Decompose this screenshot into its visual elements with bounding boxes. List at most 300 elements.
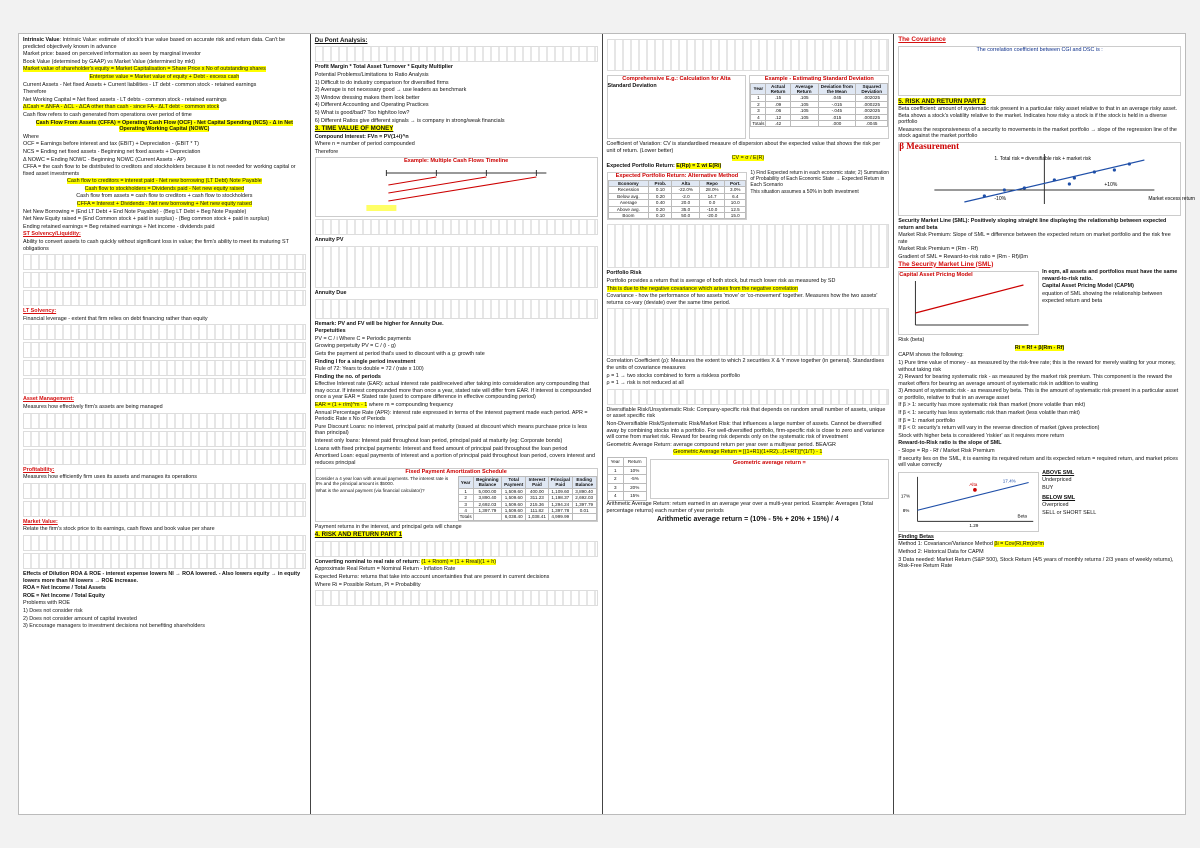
lt-solvency: Financial leverage - extent that firm relies on debt financing rather than equity xyxy=(23,315,208,322)
alt-cell: Boom xyxy=(608,213,649,219)
expected-returns: Expected Returns: returns that take into account uncertainties that are present in current decisions xyxy=(314,574,550,581)
column-3 xyxy=(603,34,895,814)
amort-cell: 1,509.60 xyxy=(502,508,526,514)
risk-beta: Risk (beta) xyxy=(898,337,925,344)
where-ri: Where Ri = Possible Return, Pi = Probability xyxy=(314,581,421,588)
sd-cell: .105 xyxy=(790,114,818,120)
ear-formula: EAR = (1 + r/m)^m - 1 where m = compounding frequency xyxy=(314,402,454,409)
cash-flow-timeline xyxy=(315,157,598,217)
amort-header: Ending Balance xyxy=(572,477,596,489)
alt-cell: 12.5 xyxy=(725,206,746,212)
comprehensive-title: Comprehensive E.g.: Calculation for Alta xyxy=(622,76,731,82)
asset-management-heading: Asset Management: xyxy=(23,396,74,403)
coefficient-variation: Coefficient of Variation: CV is standardised measure of dispersion about the expected value that shows the risk per unit of return. (Lower better) xyxy=(606,141,881,154)
amort-cell: 1,397.78 xyxy=(548,508,572,514)
sd-cell: .15 xyxy=(766,95,790,101)
below-1: Overpriced xyxy=(1042,502,1069,509)
amort-cell xyxy=(473,514,502,520)
amort-cell: 3 xyxy=(458,501,473,507)
liquidity-ratios-formula xyxy=(23,254,306,270)
roe-problems: Problems with ROE xyxy=(23,600,71,607)
cash-flow-def: Cash flow refers to cash generated from operations over period of time xyxy=(23,111,192,118)
sd-cell: .09 xyxy=(766,101,790,107)
equity-multiplier-formula xyxy=(23,342,306,358)
nwc-ratio-formula xyxy=(23,290,306,306)
alt-cell: Below avg. xyxy=(608,193,649,199)
method-2: Method 2: Historical Data for CAPM xyxy=(898,549,984,555)
amort-row xyxy=(458,514,596,520)
limitation-1: 1) Difficult to do industry comparison for diversified firms xyxy=(314,79,449,86)
amort-cell: 6,038.40 xyxy=(502,514,526,520)
above-2: BUY xyxy=(1042,485,1054,491)
annuity-due-heading: Annuity Due xyxy=(314,289,347,296)
geo-row xyxy=(607,492,646,501)
alt-cell: -20.0 xyxy=(700,213,725,219)
cf-creditors: Cash flow to creditors = interest paid - Net new borrowing (LT Debt) Note Payable xyxy=(67,178,262,185)
amort-cell: 1,509.60 xyxy=(502,501,526,507)
alt-header: Port. xyxy=(725,180,746,186)
st-solvency-heading: ST Solvency/Liquidity: xyxy=(23,231,81,238)
alt-cell: Above avg. xyxy=(608,206,649,212)
payment-note: Payment returns in the interest, and principal gets will change xyxy=(314,523,462,530)
compound-interest: Compound Interest: FVn = PV(1+i)^n xyxy=(314,133,409,140)
alta-calculation xyxy=(607,75,747,139)
total-risk-label: 1. Total risk = diversifiable risk + market risk xyxy=(994,155,1092,162)
sd-cell xyxy=(790,121,818,127)
amort-title: Fixed Payment Amortization Schedule xyxy=(405,469,507,476)
retained-earnings: Ending retained earnings = Beg retained earnings + Net income - dividends paid xyxy=(23,223,215,230)
market-value: Relate the firm's stock price to its earnings, cash flows and book value per share xyxy=(23,526,215,533)
finding-betas-heading: Finding Betas xyxy=(898,533,934,540)
sd-cell: .42 xyxy=(766,121,790,127)
sd-example xyxy=(749,75,889,139)
amort-cell xyxy=(572,514,596,520)
receivables-turnover-formula xyxy=(23,431,306,447)
growing-note: Gets the payment at period that's used to discount with a g: growth rate xyxy=(314,350,485,357)
amort-cell: 2,692.03 xyxy=(572,495,596,501)
fixed-principal: Loans with fixed principal payments: Interest and fixed amount of principal paid throughout the loan period xyxy=(314,445,568,452)
geo-cell: 15% xyxy=(623,492,646,501)
sd-cell: 2 xyxy=(751,101,766,107)
multiple-cf-formula xyxy=(315,219,598,235)
arithmetic-formula: Arithmetic average return = (10% - 5% + 20% + 15%) / 4 xyxy=(656,516,839,524)
geo-cell: Year xyxy=(607,457,623,466)
sml-chart xyxy=(898,271,1039,335)
cffa-2: CFFA = Interest + Dividends - Net new borrowing + Net new equity raised xyxy=(76,201,252,208)
alt-method-table xyxy=(608,180,747,219)
timeline-title: Example: Multiple Cash Flows Timeline xyxy=(403,158,509,165)
alt-cell: -22.0% xyxy=(672,187,700,193)
limitation-4: 4) Different Accounting and Operating Practices xyxy=(314,102,429,109)
method-2b: 3 Data needed: Market Return (S&P 500), Stock Return (4/5 years of monthly returns / 2/3 years of weekly returns), Risk-Free Return Rate xyxy=(898,556,1174,570)
covariance-note: The correlation coefficient between CGI and DSC is : xyxy=(976,46,1103,53)
asset-management: Measures how effectively firm's assets are being managed xyxy=(23,404,163,410)
sml-graphic xyxy=(899,279,1038,331)
sd-table xyxy=(750,83,888,128)
slope: - Slope = Rp - Rf / Market Risk Premium xyxy=(898,448,995,455)
alt-method-title: Expected Portfolio Return: Alternative Method xyxy=(615,173,739,180)
alt-cell: 0.10 xyxy=(649,213,672,219)
beta-scatter xyxy=(899,150,1196,206)
annuity-pv-heading: Annuity PV xyxy=(314,237,344,244)
hold-note: Stock with higher beta is considered 'riskier' as it requires more return xyxy=(898,432,1065,439)
times-interest-formula xyxy=(23,360,306,376)
sd-cell: .000 xyxy=(818,121,856,127)
alt-header: Economy xyxy=(608,180,649,186)
alt-cell: -2.0 xyxy=(672,193,700,199)
amort-cell: 1,397.79 xyxy=(572,501,596,507)
beta-measures: Measures the responsiveness of a security to movements in the market portfolio → slope of the regression line of the stock against the market portfolio xyxy=(898,126,1177,140)
roa-roe-formula xyxy=(23,501,306,517)
correlation-1: ρ = 1 → two stocks combined to form a riskless portfolio xyxy=(606,372,741,379)
sd-cell: .105 xyxy=(790,95,818,101)
sd-cell: .105 xyxy=(790,101,818,107)
pv-perpetuity: PV = C / i Where C = Periodic payments xyxy=(314,335,411,342)
amort-cell: 1,109.60 xyxy=(548,488,572,494)
alt-cell: 35.0 xyxy=(672,206,700,212)
dupont-formula xyxy=(315,46,598,62)
m10-label: -10% xyxy=(994,195,1007,202)
alt-header: Prob. xyxy=(649,180,672,186)
sd-header: Actual Return xyxy=(766,83,790,95)
amort-cell: 0.01 xyxy=(572,508,596,514)
alt-cell: 14.7 xyxy=(700,193,725,199)
amort-cell: 3,890.40 xyxy=(473,495,502,501)
pct-8-label: 8% xyxy=(902,507,910,513)
amort-cell: 111.82 xyxy=(526,508,548,514)
diversifiable-risk: Diversifiable Risk/Unsystematic Risk: Company-specific risk that depends on random small number of assets, unique or asset specific risk xyxy=(606,406,886,420)
geo-cell: Return xyxy=(623,457,646,466)
variance-formula xyxy=(607,39,890,71)
amort-cell: 1,038.41 xyxy=(526,514,548,520)
nowc: Δ NOWC = Ending NOWC - Beginning NOWC (Current Assets - AP) xyxy=(23,156,186,163)
column-1 xyxy=(19,34,311,814)
pct-174-label: 17.4% xyxy=(1002,478,1017,484)
arithmetic-average: Arithmetic Average Return: return earned in an average year over a multi-year period. Example: Averages (Total percentage returns) each number of year periods xyxy=(606,500,873,514)
mrp-2: Market Risk Premium = (Rm - Rf) xyxy=(898,246,979,253)
therefore-1: Therefore xyxy=(23,89,47,96)
annuity-formulas xyxy=(315,246,598,288)
amort-cell: 311.23 xyxy=(526,495,548,501)
geo-cell: 4 xyxy=(607,492,623,501)
enterprise-value: Enterprise value = Market value of equity + Debt - excess cash xyxy=(89,73,240,80)
limitation-2: 2) Average is not necessary good → use leaders as benchmark xyxy=(314,87,467,94)
beta-lt: If β < 1: security has less systematic risk than market (less volatile than mkt) xyxy=(898,410,1080,417)
risk-heading: 4. RISK AND RETURN PART 1 xyxy=(314,531,403,539)
amort-schedule-table xyxy=(458,476,597,521)
alt-row xyxy=(608,213,746,219)
amort-cell: 4,999.99 xyxy=(548,514,572,520)
p10-label: +10% xyxy=(1104,181,1118,188)
geometric-formula: Geometric Average Return = [(1+R1)(1+R2)...(1+RT)]^(1/T) - 1 xyxy=(673,449,823,456)
sd-cell: -.045 xyxy=(818,108,856,114)
beta-axis-label: Beta xyxy=(1017,513,1028,519)
cffa-creditors: CFFA = the cash flow to be distributed to creditors and stockholders because it is not needed for working capital or fixed asset investments xyxy=(23,164,296,177)
alt-cell: 50.0 xyxy=(672,213,700,219)
two-stock-sd-figure xyxy=(607,224,890,268)
amort-cell: 400.00 xyxy=(526,488,548,494)
roa: ROA = Net Income / Total Assets xyxy=(23,585,106,592)
portfolio-variance-formula xyxy=(607,389,890,405)
market-cap: Market value of shareholder's equity = Market Capitalisation = Share Price x No of outstanding shares xyxy=(23,66,266,73)
market-price: Market price: based on perceived information as seen by marginal investor xyxy=(23,51,201,58)
roe-problem-3: 3) Encourage managers to investment decisions not benefiting shareholders xyxy=(23,623,205,630)
limitation-5: 5) What is good/bad? Too high/too low? xyxy=(314,109,410,116)
alt-steps: 1) Find Expected return in each economic state; 2) Summation of Probability of Each Economic State → Expected Return in Each Scenario xyxy=(750,170,890,189)
below-2: SELL or SHORT SELL xyxy=(1042,509,1097,516)
profitability-heading: Profitability: xyxy=(23,466,55,473)
covariance: Covariance - how the performance of two assets 'move' or 'co-movement' together. Measures how the two assets' returns co-vary (deviate) over the same time period. xyxy=(606,293,878,306)
cf-stockholders: Cash flow to stockholders = Dividends paid - Net new equity raised xyxy=(84,185,245,192)
beta-eq: If β = 1: market portfolio xyxy=(898,417,956,424)
roe-problem-1: 1) Does not consider risk xyxy=(23,607,83,614)
portfolio-risk: Portfolio provides a return that is average of both stock, but much lower risk as measured by SD xyxy=(606,278,836,284)
converting: Converting nominal to real rate of return: (1 + Rnom) = (1 + Rreal)(1 + h) xyxy=(314,558,496,565)
book-value: Book Value (determined by GAAP) vs Market Value (determined by mkt) xyxy=(23,58,196,65)
method-1: Method 1: Covariance/Variance Method βi = Cov(Ri,Rm)/σ²m xyxy=(898,541,1045,548)
geo-cell: 1 xyxy=(607,466,623,475)
geometric-table xyxy=(607,457,647,501)
covariance-heading: The Covariance xyxy=(898,36,946,43)
alt-cell: 0.40 xyxy=(649,200,672,206)
amort-cell: 1,509.60 xyxy=(502,488,526,494)
amort-question: Consider a 4 year loan with annual payments. The interest rate is 8% and the principal amount is $5000. xyxy=(315,476,449,487)
beta-measurement-title: β Measurement xyxy=(899,140,960,151)
sd-cell: .002025 xyxy=(856,108,888,114)
sml-definition: Security Market Line (SML): Positively sloping straight line displaying the relationship between expected return and beta xyxy=(898,217,1167,231)
amort-cell: 1,294.24 xyxy=(548,501,572,507)
alt-cell: 28.0% xyxy=(700,187,725,193)
beta-measurement-chart xyxy=(898,140,1196,216)
growing-perpetuity: Growing perpetuity PV = C / (i - g) xyxy=(314,343,396,350)
therefore-2: Therefore xyxy=(314,148,339,155)
geo-cell: -5% xyxy=(623,475,646,484)
ear: Effective Interest rate (EAR): actual interest rate paid/received after taking into consideration any compounding that may occur. If interest compounded more than once a year, stated rate will differ from EAR. If interest is compounded once a year EAR = Stated rate (used to compare difference in effective compounding period) xyxy=(314,381,592,401)
rule-72: Rule of 72: Years to double = 72 / (rate x 100) xyxy=(314,366,424,373)
geometric-average: Geometric Average Return: average compound return per year over a multiyear period. BEA/GR xyxy=(606,441,836,448)
alt-cell: 15.0 xyxy=(725,213,746,219)
column-4 xyxy=(894,34,1196,814)
amort-cell: 1,198.37 xyxy=(548,495,572,501)
alta-sml-chart xyxy=(898,472,1039,532)
sd-example-title: Example - Estimating Standard Deviation xyxy=(764,76,874,82)
geo-cell: 3 xyxy=(607,483,623,492)
amort-cell: 4 xyxy=(458,508,473,514)
geo-row xyxy=(607,475,646,484)
beta-129-label: 1.29 xyxy=(969,522,979,528)
pe-ratio-formula xyxy=(23,535,306,551)
alt-note: This situation assumes a 50% in both investment xyxy=(750,189,859,196)
capm-shows: CAPM shows the following: xyxy=(898,352,964,359)
alt-cell: 3.0% xyxy=(725,187,746,193)
capm-equation: Ri = Rf + β(Rm - Rf) xyxy=(1014,344,1065,351)
amort-cell: 1 xyxy=(458,488,473,494)
alt-header: Alta xyxy=(672,180,700,186)
geometric-example-title: Geometric average return = xyxy=(732,459,806,466)
sd-header: Squared Deviation xyxy=(856,83,888,95)
capm-heading: Capital Asset Pricing Model (CAPM) xyxy=(1042,283,1134,290)
mrp-3: Gradient of SML = Reward-to-risk ratio = (Rm - Rf)/βm xyxy=(898,253,1028,260)
roe-problem-2: 2) Does not consider amount of capital invested xyxy=(23,615,137,622)
sd-cell: 4 xyxy=(751,114,766,120)
geo-row xyxy=(607,483,646,492)
intrinsic-value: Intrinsic Value: Intrinsic Value: estimate of stock's true value based on accurate risk and return data. Can't be predicted objectively known in advance xyxy=(23,37,286,50)
amort-header: Beginning Balance xyxy=(473,477,502,489)
ncs: NCS = Ending net fixed assets - Beginning net fixed assets + Depreciation xyxy=(23,148,201,155)
sd-cell: 3 xyxy=(751,108,766,114)
sd-cell: 1 xyxy=(751,95,766,101)
st-solvency: Ability to convert assets to cash quickly without significant loss in value; the firm's ability to meet its maturing ST obligations xyxy=(23,239,289,252)
pct-17-label: 17% xyxy=(901,493,911,499)
sd-cell: Totals xyxy=(752,121,765,127)
alt-cell: 20.0 xyxy=(672,200,700,206)
capm-3: 3) Amount of systematic risk - as measured by beta. This is the amount of systematic risk present in a particular asset or portfolio, relative to that in an average asset xyxy=(898,388,1179,401)
sd-cell: .002025 xyxy=(856,95,888,101)
amort-cell: 2,692.03 xyxy=(473,501,502,507)
finding-i: Finding I for a single period investment xyxy=(314,358,416,365)
alt-cell: 6.4 xyxy=(725,193,746,199)
equity-note: If security lies on the SML, it is earning its required return and its expected return = required return, and market prices will value correctly xyxy=(898,455,1178,469)
amort-header: Interest Paid xyxy=(526,477,548,489)
amort-cell: Totals xyxy=(459,514,472,520)
beta-neg: If β < 0: security's return will vary in the reverse direction of market (gives protection) xyxy=(898,425,1100,432)
expected-portfolio-return: Expected Portfolio Return: E(Rp) = Σ wi E(Ri) xyxy=(606,162,722,169)
amort-header: Year xyxy=(458,477,473,489)
reward-ratio: Reward-to-Risk ratio is the slope of SML xyxy=(898,440,1002,447)
alt-cell: -10.0 xyxy=(700,206,725,212)
nwc: Net Working Capital = Net fixed assets - LT debts - common stock - retained earnings xyxy=(23,96,227,103)
inventory-turnover-formula xyxy=(23,413,306,429)
risk-2-heading: 5. RISK AND RETURN PART 2 xyxy=(898,97,986,105)
sd-header: Year xyxy=(751,83,766,95)
non-diversifiable-risk: Non-Diversifiable Risk/Systematic Risk/Market Risk: that influences a large number of assets. Cannot be diversified away by combining stocks into a portfolio. For well-diversified portfolio, firm-specific risk is close to zero and variance will come from market risk. Reward for bearing risk depends only on the systematic risk of investment xyxy=(606,420,885,441)
cheat-sheet xyxy=(18,33,1196,815)
amort-cell: 5,000.00 xyxy=(473,488,502,494)
capm-text: equation of SML showing the relationship between expected return and beta xyxy=(1042,290,1163,304)
alt-cell: 0.20 xyxy=(649,193,672,199)
sd-header: Deviation from the Mean xyxy=(818,83,856,95)
geo-cell: 10% xyxy=(623,466,646,475)
sd-cell: .0045 xyxy=(856,121,888,127)
sd-cell: .12 xyxy=(766,114,790,120)
geo-row xyxy=(607,457,646,466)
net-new-equity: Net New Equity raised = (End Common stock + paid in surplus) - (Beg common stock + paid in surplus) xyxy=(23,216,270,223)
cf-total: Cash flow from assets = cash flow to creditors + cash flow to stockholders xyxy=(76,193,253,200)
stdev-label: Standard Deviation xyxy=(607,82,657,89)
compound-where: Where n = number of period compounded xyxy=(314,141,415,148)
cv-formula: CV = σ / E(R) xyxy=(731,155,765,162)
approx-real: Approximate Real Return = Nominal Return - Inflation Rate xyxy=(314,566,456,573)
dupont: Profit Margin * Total Asset Turnover * Equity Multiplier xyxy=(314,64,454,71)
debt-ratio-formula xyxy=(23,324,306,340)
market-value-heading: Market Value: xyxy=(23,518,58,525)
beta-gt: If β > 1: security has more systematic risk than market (more volatile than mkt) xyxy=(898,402,1086,409)
geo-row xyxy=(607,466,646,475)
covariance-formula xyxy=(607,308,890,356)
alt-cell: 0.10 xyxy=(649,187,672,193)
below-sml: BELOW SML xyxy=(1042,494,1076,501)
above-1: Underpriced xyxy=(1042,477,1072,484)
tvm-heading: 3. TIME VALUE OF MONEY xyxy=(314,125,394,133)
amort-question-2: What is the annual payment (via financial calculator)? xyxy=(315,487,425,493)
change-nwc: ΔCash = ΔNFA - ΔCL - ΔCA other than cash - since FA - ΔLT debt - common stock xyxy=(23,104,220,111)
portfolio-risk-heading: Portfolio Risk xyxy=(606,270,642,277)
sd-row xyxy=(751,121,888,127)
asset-turnover-formula xyxy=(23,449,306,465)
geometric-example xyxy=(650,459,890,499)
covariance-example xyxy=(898,46,1181,96)
limitation-3: 3) Window dressing makes them look better xyxy=(314,94,420,101)
sd-cell: -.015 xyxy=(818,101,856,107)
ocf: OCF = Earnings before interest and tax (EBIT) + Depreciation - (EBIT * T) xyxy=(23,141,199,148)
holding-period-formula xyxy=(315,541,598,557)
amort-header: Principal Paid xyxy=(548,477,572,489)
beta-definition: Beta coefficient: amount of systematic risk present in a particular risky asset relative to that in an average risky asset. Beta shows a stock's volatility relative to the market. Indicates how risky a stock is if the stock is held in a diverse portfolio xyxy=(898,106,1178,126)
finding-n: Finding the no. of periods xyxy=(314,373,381,380)
amortised: Amortised Loan: equal payments of interest and a portion of principal paid throughout loan period, covers interest and reduces principal xyxy=(314,453,595,466)
geo-cell: 20% xyxy=(623,483,646,492)
alt-cell: 0.0 xyxy=(700,200,725,206)
negative-correlation: This is due to the negative covariance which arises from the negative correlation xyxy=(606,285,798,292)
capm-title: Capital Asset Pricing Model xyxy=(899,272,973,279)
in-eqm: In eqm, all assets and portfolios must have the same reward-to-risk ratio. xyxy=(1042,269,1178,282)
amort-cell: 215.36 xyxy=(526,501,548,507)
dupont-heading: Du Pont Analysis: xyxy=(314,37,368,44)
sd-header: Average Return xyxy=(790,83,818,95)
market-axis-label: Market excess return xyxy=(1148,195,1196,202)
net-new-borrowing: Net New Borrowing = (End LT Debt + End Note Payable) - (Beg LT Debt + Beg Note Payable) xyxy=(23,208,247,215)
alt-cell: Recession xyxy=(608,187,649,193)
alta-sml-graphic xyxy=(899,473,1038,529)
limitations-heading: Potential Problems/Limitations to Ratio Analysis xyxy=(314,72,429,78)
profit-margin-formula xyxy=(23,483,306,499)
amort-cell: 3,890.40 xyxy=(572,488,596,494)
cash-ratio-formula xyxy=(23,272,306,288)
alt-cell: Average xyxy=(608,200,649,206)
capm-2: 2) Reward for bearing systematic risk - as measured by the market risk premium. This component is the reward the market offers for bearing an average amount of systematic risk in addition to waiting xyxy=(898,374,1173,387)
cffa: Cash Flow From Assets (CFFA) = Operating Cash Flow (OCF) - Net Capital Spending (NCS) - Δ in Net Operating Working Capital (NOWC) xyxy=(35,119,293,133)
lt-solvency-heading: LT Solvency: xyxy=(23,308,57,315)
sd-cell: .045 xyxy=(818,95,856,101)
where-1: Where xyxy=(23,133,39,140)
sd-cell: .015 xyxy=(818,114,856,120)
roe: ROE = Net Income / Total Equity xyxy=(23,592,105,599)
alt-method-figure xyxy=(607,172,748,220)
pure-discount: Pure Discount Loans: no interest, principal paid at maturity (issued at discount which means purchase price is less than principal) xyxy=(314,423,588,437)
correlation-2: ρ = 1 → risk is not reduced at all xyxy=(606,380,684,387)
amort-cell: 1,509.60 xyxy=(502,495,526,501)
capm-1: 1) Pure time value of money - as measured by the risk-free rate; this is the reward for merely waiting for your money, without taking risk xyxy=(898,359,1176,373)
amort-header: Total Payment xyxy=(502,477,526,489)
alta-label: Alta xyxy=(969,481,978,487)
limitation-6: 6) Different Ratios give different signals → is company in strong/weak financials xyxy=(314,117,505,124)
sml-heading: The Security Market Line (SML) xyxy=(898,260,994,268)
interest-only: Interest only loans: Interest paid throughout loan period, principal paid at maturity (eg: Corporate bonds) xyxy=(314,438,563,445)
profitability: Measures how efficiently firm uses its assets and manages its operations xyxy=(23,474,197,481)
sd-cell: .105 xyxy=(790,108,818,114)
amort-cell: 1,397.79 xyxy=(473,508,502,514)
market-risk-premium: Market Risk Premium: Slope of SML = difference between the expected return on market portfolio and the risk free rate xyxy=(898,232,1171,245)
expected-return-formula xyxy=(315,590,598,606)
apr: Annual Percentage Rate (APR): interest rate expressed in terms of the interest payment made each period. APR = Periodic Rate x No of Periods xyxy=(314,409,588,423)
sd-cell: .000225 xyxy=(856,114,888,120)
above-sml: ABOVE SML xyxy=(1042,469,1075,476)
dilution-effects: Effects of Dilution ROA & ROE - interest expense lowers NI → ROA lowered. - Also lowers equity → in equity lowers more than NI lowers → ROE increase. xyxy=(23,570,301,584)
timeline-graphic xyxy=(316,165,597,213)
sd-cell: .06 xyxy=(766,108,790,114)
annuity-due-formula xyxy=(315,299,598,319)
amortization-table xyxy=(315,468,598,521)
